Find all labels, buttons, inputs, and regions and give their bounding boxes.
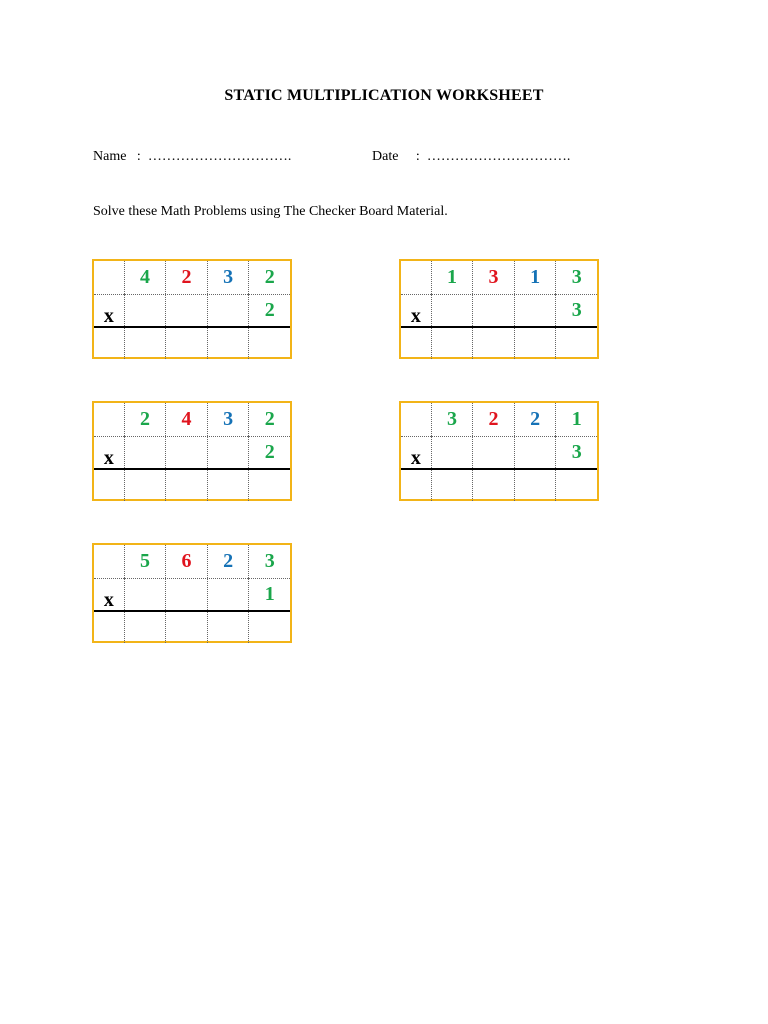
digit-units: 3	[555, 261, 597, 294]
blank-cell	[94, 403, 124, 436]
digit-thousands: 3	[431, 403, 473, 436]
problem-2	[399, 259, 599, 359]
blank-cell	[207, 436, 249, 468]
blank-cell	[165, 294, 207, 326]
answer-cell[interactable]	[94, 612, 124, 643]
blank-cell	[401, 403, 431, 436]
multiplier-digit: 3	[555, 294, 597, 326]
blank-cell	[472, 294, 514, 326]
problem-4	[399, 401, 599, 501]
blank-cell	[165, 578, 207, 610]
answer-cell[interactable]	[207, 612, 249, 643]
blank-cell	[165, 436, 207, 468]
blank-cell	[401, 261, 431, 294]
answer-cell[interactable]	[555, 470, 597, 501]
answer-cell[interactable]	[124, 612, 166, 643]
multiplier-digit: 1	[248, 578, 290, 610]
digit-units: 2	[248, 261, 290, 294]
answer-cell[interactable]	[431, 470, 473, 501]
multiply-operator: x	[410, 446, 421, 469]
answer-cell[interactable]	[248, 328, 290, 359]
digit-thousands: 1	[431, 261, 473, 294]
digit-thousands: 2	[124, 403, 166, 436]
name-field: Name : ………………………….	[93, 149, 292, 164]
blank-cell	[207, 578, 249, 610]
answer-cell[interactable]	[124, 470, 166, 501]
blank-cell	[431, 436, 473, 468]
blank-cell	[124, 578, 166, 610]
answer-cell[interactable]	[401, 470, 431, 501]
digit-units: 2	[248, 403, 290, 436]
multiplier-digit: 2	[248, 294, 290, 326]
digit-hundreds: 2	[472, 403, 514, 436]
answer-cell[interactable]	[472, 470, 514, 501]
digit-units: 3	[248, 545, 290, 578]
answer-cell[interactable]	[401, 328, 431, 359]
digit-hundreds: 3	[472, 261, 514, 294]
blank-cell	[514, 436, 556, 468]
multiplier-digit: 3	[555, 436, 597, 468]
digit-units: 1	[555, 403, 597, 436]
answer-cell[interactable]	[94, 328, 124, 359]
blank-cell	[124, 294, 166, 326]
digit-tens: 3	[207, 261, 249, 294]
answer-cell[interactable]	[514, 470, 556, 501]
date-field: Date : ………………………….	[372, 149, 571, 164]
multiply-operator: x	[103, 588, 114, 611]
digit-tens: 1	[514, 261, 556, 294]
digit-thousands: 4	[124, 261, 166, 294]
blank-cell	[94, 261, 124, 294]
multiply-operator: x	[103, 446, 114, 469]
blank-cell	[514, 294, 556, 326]
answer-cell[interactable]	[165, 612, 207, 643]
answer-cell[interactable]	[555, 328, 597, 359]
answer-cell[interactable]	[472, 328, 514, 359]
digit-hundreds: 6	[165, 545, 207, 578]
answer-cell[interactable]	[94, 470, 124, 501]
multiply-operator: x	[410, 304, 421, 327]
answer-cell[interactable]	[248, 470, 290, 501]
answer-cell[interactable]	[514, 328, 556, 359]
blank-cell	[94, 545, 124, 578]
problem-5	[92, 543, 292, 643]
problem-3	[92, 401, 292, 501]
answer-cell[interactable]	[207, 328, 249, 359]
answer-cell[interactable]	[165, 328, 207, 359]
multiplier-digit: 2	[248, 436, 290, 468]
blank-cell	[431, 294, 473, 326]
digit-tens: 2	[514, 403, 556, 436]
digit-tens: 2	[207, 545, 249, 578]
blank-cell	[207, 294, 249, 326]
answer-cell[interactable]	[165, 470, 207, 501]
answer-cell[interactable]	[207, 470, 249, 501]
digit-thousands: 5	[124, 545, 166, 578]
answer-cell[interactable]	[248, 612, 290, 643]
digit-hundreds: 4	[165, 403, 207, 436]
worksheet-title: STATIC MULTIPLICATION WORKSHEET	[224, 87, 544, 104]
digit-hundreds: 2	[165, 261, 207, 294]
multiply-operator: x	[103, 304, 114, 327]
instructions: Solve these Math Problems using The Checker Board Material.	[93, 204, 448, 219]
answer-cell[interactable]	[124, 328, 166, 359]
digit-tens: 3	[207, 403, 249, 436]
blank-cell	[124, 436, 166, 468]
problem-1	[92, 259, 292, 359]
blank-cell	[472, 436, 514, 468]
answer-cell[interactable]	[431, 328, 473, 359]
